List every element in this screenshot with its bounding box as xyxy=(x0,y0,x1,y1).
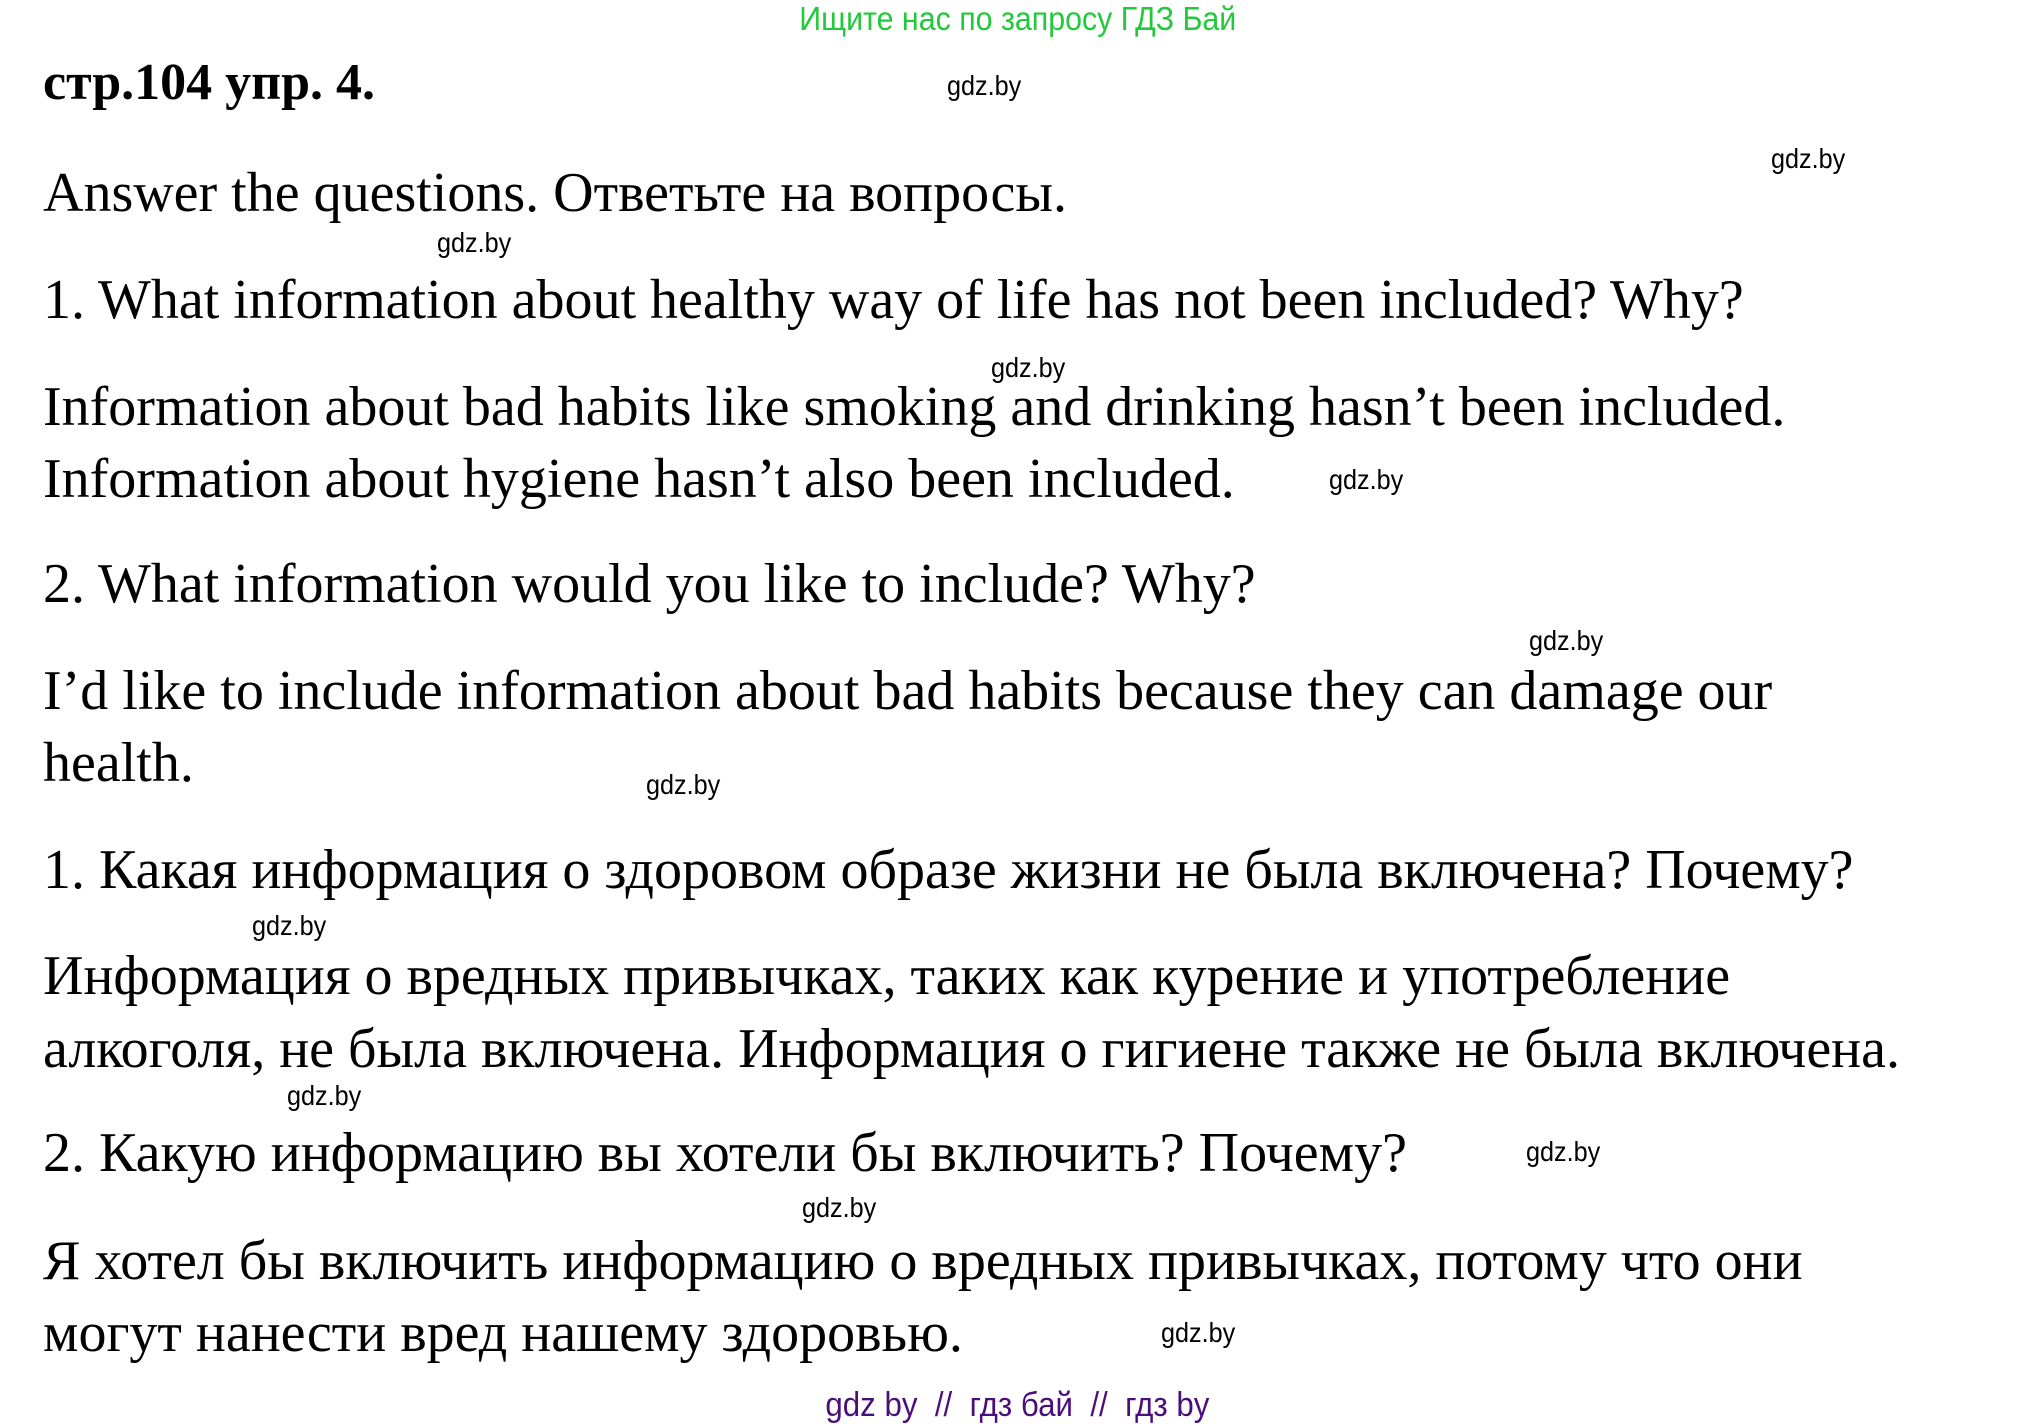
answer-2-ru-line-2: могут нанести вред нашему здоровью. xyxy=(43,1302,963,1364)
answer-1-en-line-1: Information about bad habits like smoking and drinking hasn’t been included. xyxy=(43,376,1786,438)
watermark: gdz.by xyxy=(947,70,1022,101)
page-title: стр.104 упр. 4. xyxy=(43,54,376,111)
watermark: gdz.by xyxy=(287,1080,362,1111)
watermark: gdz.by xyxy=(991,352,1066,383)
watermark: gdz.by xyxy=(802,1192,877,1223)
answer-1-ru-line-1: Информация о вредных привычках, таких как курение и употребление xyxy=(43,945,1731,1007)
watermark: gdz.by xyxy=(1329,464,1404,495)
question-2-en: 2. What information would you like to include? Why? xyxy=(43,553,1256,615)
watermark: gdz.by xyxy=(1771,143,1846,174)
answer-1-en-line-2: Information about hygiene hasn’t also been included. xyxy=(43,448,1235,510)
watermark: gdz.by xyxy=(437,227,512,258)
answer-2-en-line-1: I’d like to include information about bad habits because they can damage our xyxy=(43,660,1773,722)
watermark: gdz.by xyxy=(646,769,721,800)
answer-1-ru-line-2: алкоголя, не была включена. Информация о гигиене также не была включена. xyxy=(43,1018,1900,1080)
search-promo-banner: Ищите нас по запросу ГДЗ Бай xyxy=(799,0,1237,37)
footer-site-links: gdz by // гдз бай // гдз by xyxy=(825,1386,1210,1424)
answer-2-en-line-2: health. xyxy=(43,732,194,794)
watermark: gdz.by xyxy=(1526,1136,1601,1167)
question-1-en: 1. What information about healthy way of life has not been included? Why? xyxy=(43,269,1744,331)
question-1-ru: 1. Какая информация о здоровом образе жизни не была включена? Почему? xyxy=(43,839,1854,901)
watermark: gdz.by xyxy=(1529,625,1604,656)
instruction-line: Answer the questions. Ответьте на вопросы. xyxy=(43,162,1067,224)
watermark: gdz.by xyxy=(1161,1317,1236,1348)
question-2-ru: 2. Какую информацию вы хотели бы включить? Почему? xyxy=(43,1122,1407,1184)
watermark: gdz.by xyxy=(252,910,327,941)
answer-2-ru-line-1: Я хотел бы включить информацию о вредных привычках, потому что они xyxy=(43,1230,1803,1292)
